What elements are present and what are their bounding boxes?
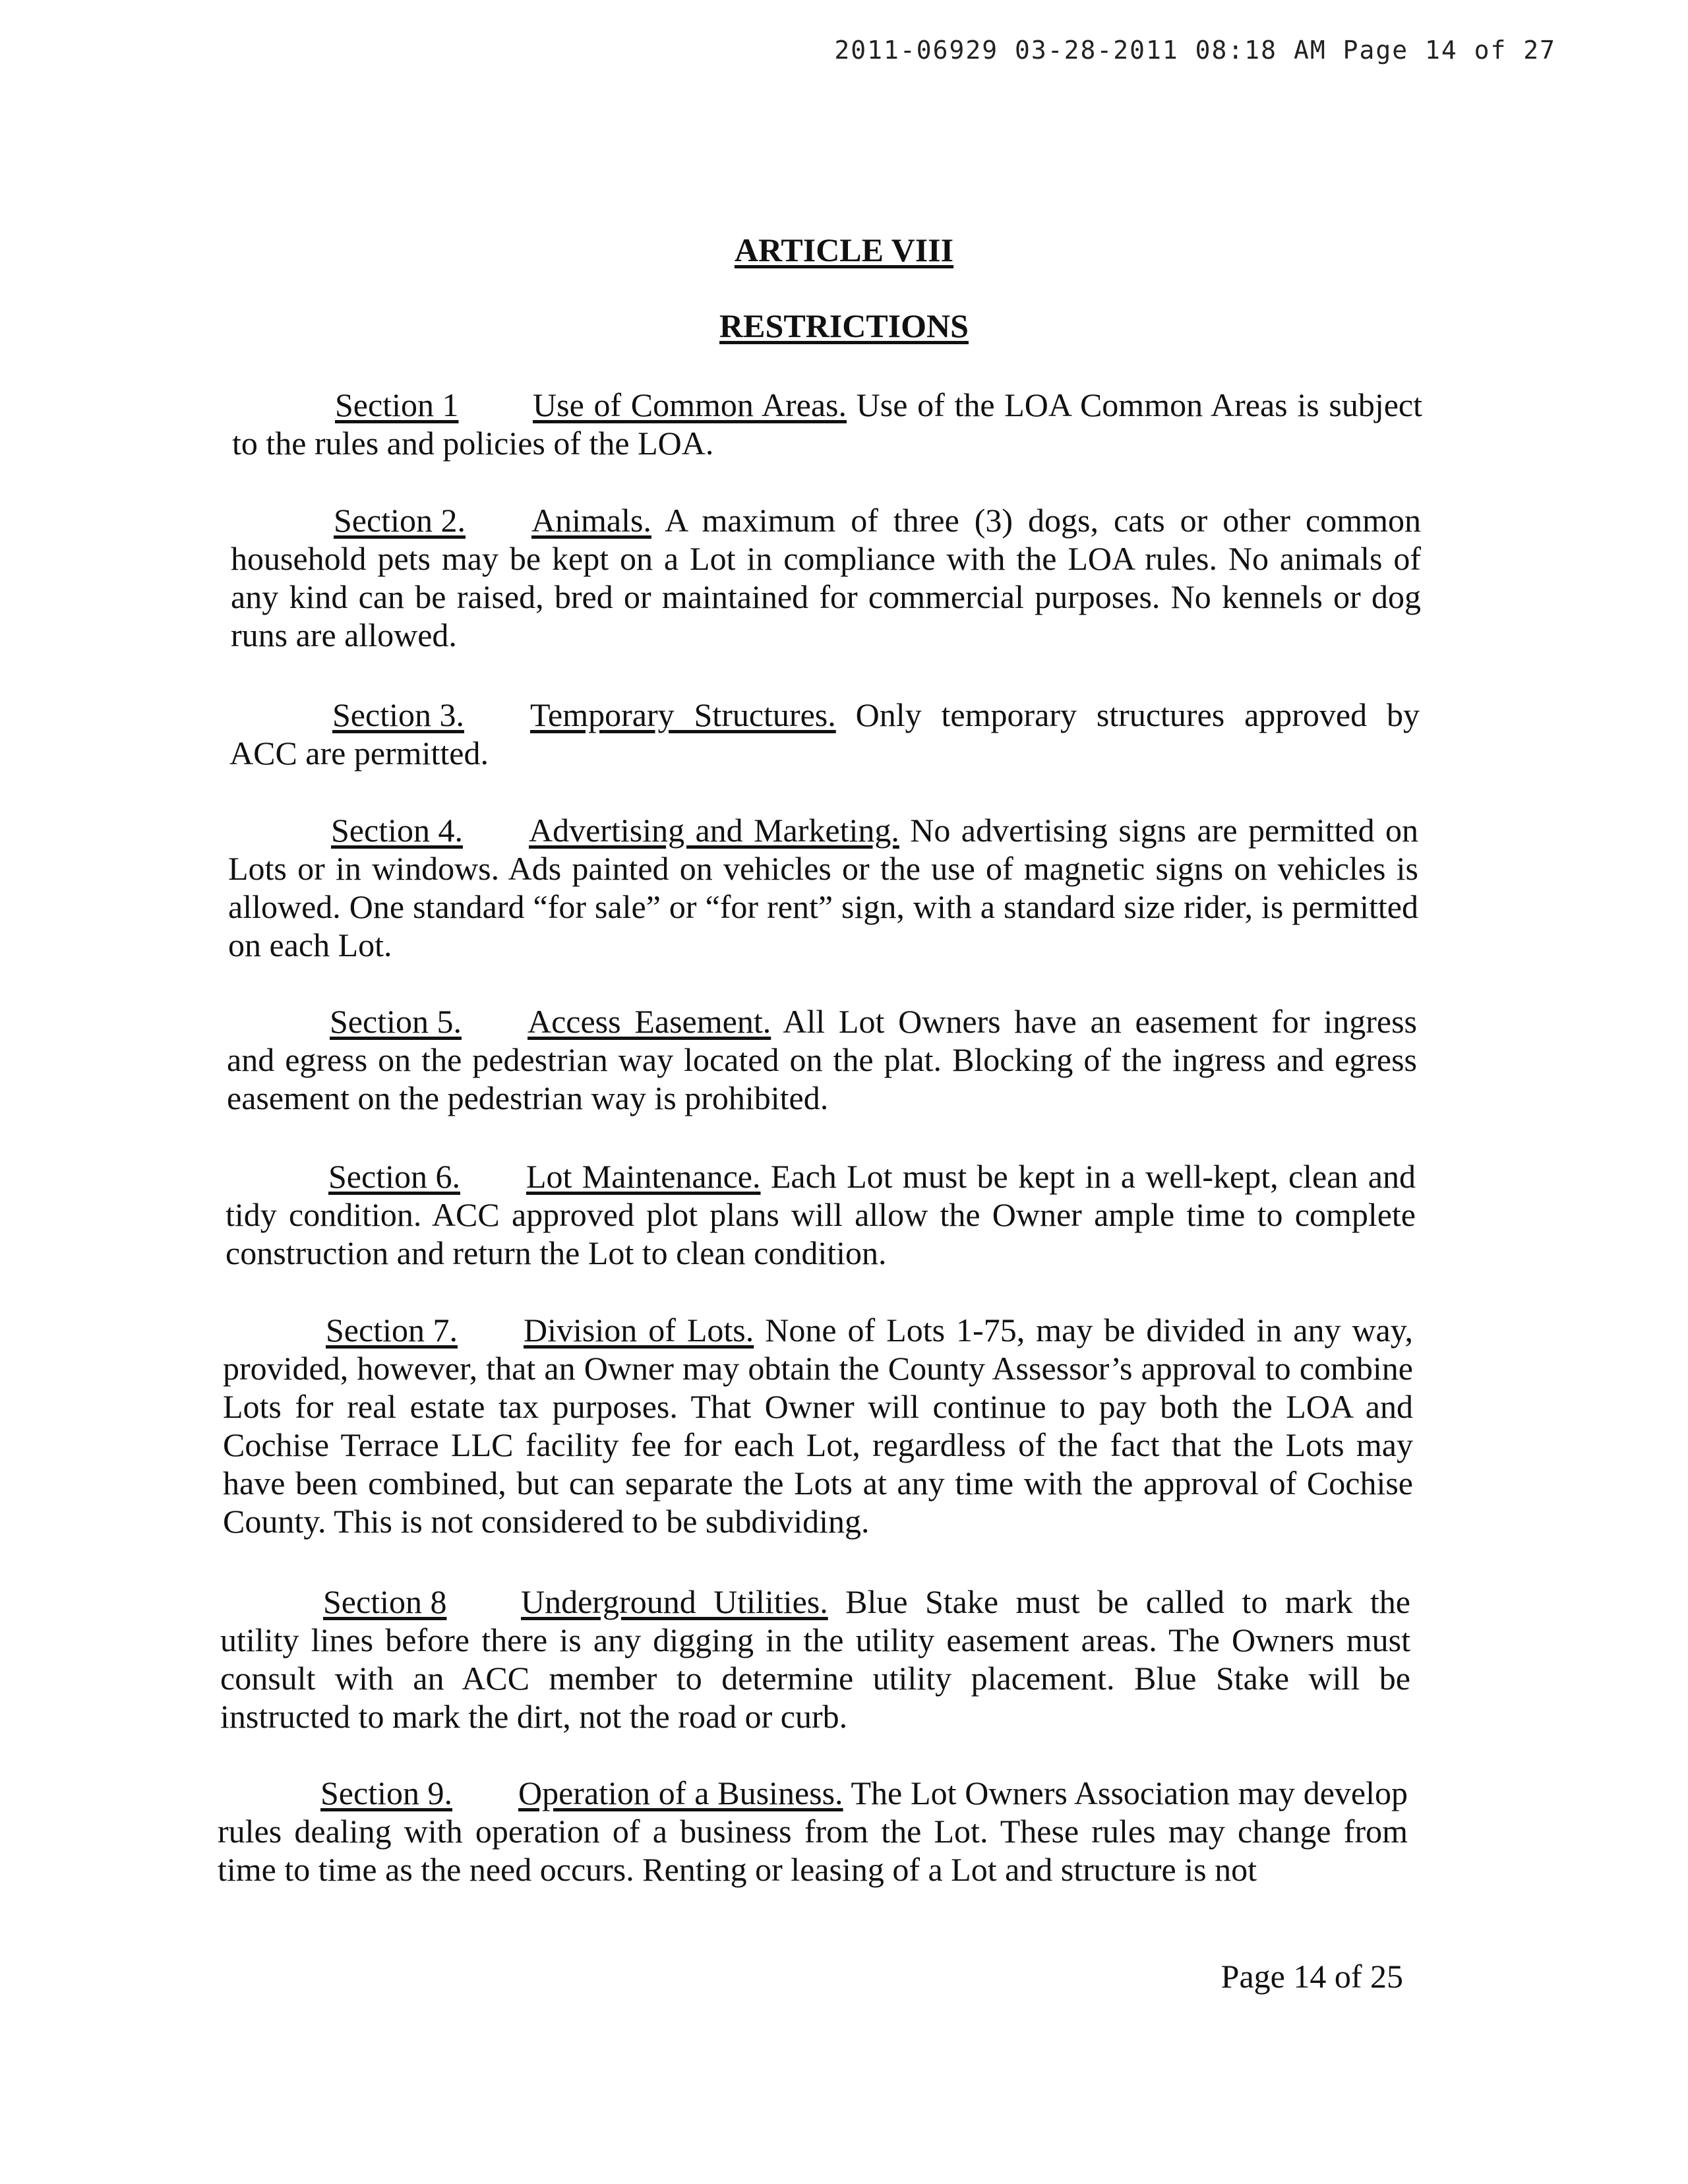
section-number: Section 8 bbox=[323, 1583, 447, 1620]
section-text: A maximum of three (3) dogs, cats or other common household pets may be kept on a Lot in compliance with the LOA rules. No animals of any kind can be raised, bred or maintained for commercial purposes. No kennels or dog runs are allowed. bbox=[231, 502, 1421, 653]
section-text: None of Lots 1-75, may be divided in any way, provided, however, that an Owner may obtain the County Assessor’s approval to combine Lots for real estate tax purposes. That Owner will continue to pay both the LOA and Cochise Terrace LLC facility fee for each Lot, regardless of the fact that the Lots may have been combined, but can separate the Lots at any time with the approval of Cochise County. This is not considered to be subdividing. bbox=[223, 1312, 1413, 1540]
section-number: Section 2. bbox=[334, 502, 466, 539]
section-9 bbox=[218, 1774, 1408, 1889]
section-text: Blue Stake must be called to mark the utility lines before there is any digging in the utility easement areas. The Owners must consult with an ACC member to determine utility placement. Blue Stake will be instructed to mark the dirt, not the road or curb. bbox=[220, 1583, 1410, 1735]
section-text: No advertising signs are permitted on Lots or in windows. Ads painted on vehicles or the use of magnetic signs on vehicles is allowed. One standard “for sale” or “for rent” sign, with a standard size rider, is permitted on each Lot. bbox=[228, 812, 1418, 963]
section-5 bbox=[227, 1002, 1417, 1117]
section-1 bbox=[232, 386, 1422, 462]
section-2 bbox=[231, 501, 1421, 654]
article-title: ARTICLE VIII bbox=[734, 231, 954, 268]
section-8 bbox=[220, 1583, 1410, 1736]
section-number: Section 1 bbox=[335, 386, 459, 423]
section-heading: Access Easement. bbox=[528, 1003, 771, 1040]
section-text: Only temporary structures approved by ACC are permitted. bbox=[229, 696, 1420, 772]
section-number: Section 7. bbox=[326, 1312, 458, 1349]
section-text: Use of the LOA Common Areas is subject to the rules and policies of the LOA. bbox=[232, 386, 1422, 462]
section-heading: Division of Lots. bbox=[524, 1312, 754, 1349]
section-heading: Advertising and Marketing. bbox=[529, 812, 899, 849]
section-number: Section 3. bbox=[332, 696, 464, 733]
section-text: All Lot Owners have an easement for ingress and egress on the pedestrian way located on the plat. Blocking of the ingress and egress easement on the pedestrian way is prohibited. bbox=[227, 1003, 1417, 1116]
section-text: Each Lot must be kept in a well-kept, clean and tidy condition. ACC approved plot plans will allow the Owner ample time to complete construction and return the Lot to clean condition. bbox=[226, 1158, 1416, 1271]
section-heading: Underground Utilities. bbox=[521, 1583, 828, 1620]
section-heading: Animals. bbox=[531, 502, 651, 539]
section-number: Section 6. bbox=[328, 1158, 460, 1195]
section-number: Section 9. bbox=[320, 1774, 452, 1811]
fax-header: 2011-06929 03-28-2011 08:18 AM Page 14 of 27 bbox=[834, 36, 1556, 65]
section-6 bbox=[226, 1157, 1416, 1272]
section-heading: Use of Common Areas. bbox=[533, 386, 847, 423]
section-heading: Operation of a Business. bbox=[518, 1774, 843, 1811]
article-subtitle: RESTRICTIONS bbox=[719, 307, 969, 344]
section-number: Section 5. bbox=[330, 1003, 462, 1040]
section-3 bbox=[229, 696, 1420, 772]
section-number: Section 4. bbox=[331, 812, 463, 849]
section-4 bbox=[228, 811, 1418, 964]
section-heading: Temporary Structures. bbox=[530, 696, 836, 733]
section-7 bbox=[223, 1311, 1413, 1540]
section-heading: Lot Maintenance. bbox=[526, 1158, 761, 1195]
section-text: The Lot Owners Association may develop rules dealing with operation of a business from the Lot. These rules may change from time to time as the need occurs. Renting or leasing of a Lot and structure is not bbox=[218, 1774, 1408, 1888]
page-footer: Page 14 of 25 bbox=[1221, 1958, 1403, 1995]
